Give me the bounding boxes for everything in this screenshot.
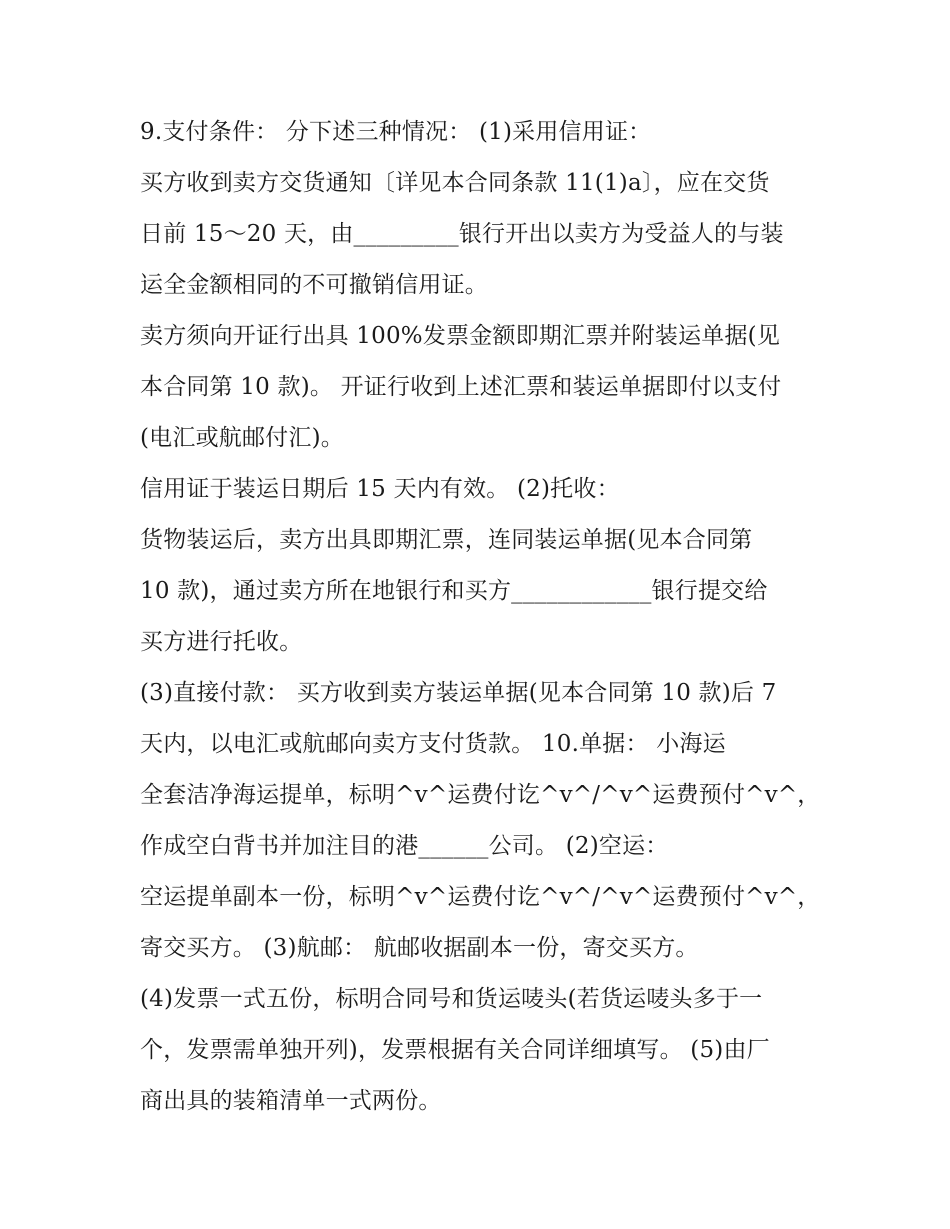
text-line-19: 个，发票需单独开列)，发票根据有关合同详细填写。 (5)由厂: [140, 1037, 770, 1063]
text-line-7: (电汇或航邮付汇)。: [140, 425, 344, 451]
text-line-14: 全套洁净海运提单，标明^v^运费付讫^v^/^v^运费预付^v^，: [140, 782, 821, 808]
text-line-9: 货物装运后，卖方出具即期汇票，连同装运单据(见本合同第: [140, 527, 753, 553]
text-line-18: (4)发票一式五份，标明合同号和货运唛头(若货运唛头多于一: [140, 986, 763, 1012]
text-line-12: (3)直接付款： 买方收到卖方装运单据(见本合同第 10 款)后 7: [140, 680, 777, 706]
text-line-5: 卖方须向开证行出具 100%发票金额即期汇票并附装运单据(见: [140, 323, 781, 349]
text-line-17: 寄交买方。 (3)航邮： 航邮收据副本一份，寄交买方。: [140, 935, 699, 961]
text-line-1: 9.支付条件： 分下述三种情况： (1)采用信用证：: [140, 119, 652, 145]
text-line-2: 买方收到卖方交货通知〔详见本合同条款 11(1)a〕，应在交货: [140, 170, 770, 196]
text-line-6: 本合同第 10 款)。 开证行收到上述汇票和装运单据即付以支付: [140, 374, 782, 400]
text-line-8: 信用证于装运日期后 15 天内有效。 (2)托收：: [140, 476, 620, 502]
text-line-20: 商出具的装箱清单一式两份。: [140, 1088, 442, 1114]
text-line-16: 空运提单副本一份，标明^v^运费付讫^v^/^v^运费预付^v^，: [140, 884, 821, 910]
text-line-3: 日前 15～20 天，由_________银行开出以卖方为受益人的与装: [140, 221, 784, 247]
text-line-11: 买方进行托收。: [140, 629, 303, 655]
text-line-4: 运全金额相同的不可撤销信用证。: [140, 272, 488, 298]
text-line-15: 作成空白背书并加注目的港______公司。 (2)空运：: [140, 833, 669, 859]
document-body: [140, 107, 820, 1127]
text-line-13: 天内，以电汇或航邮向卖方支付货款。 10.单据： 小海运: [140, 731, 726, 757]
text-line-10: 10 款)，通过卖方所在地银行和买方____________银行提交给: [140, 578, 768, 604]
